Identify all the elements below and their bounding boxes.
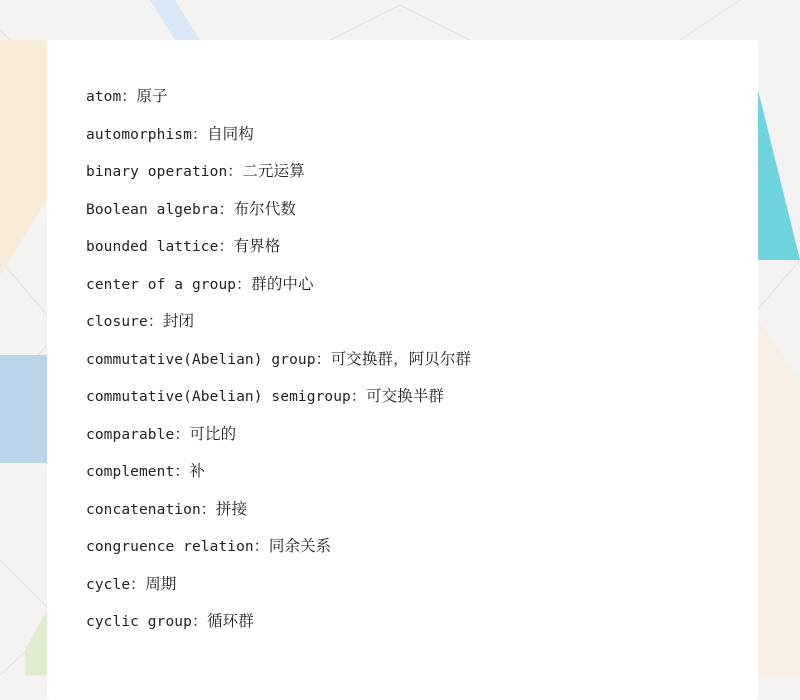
separator: ： [147,312,163,330]
term: commutative(Abelian) semigroup [86,389,351,405]
translation: 周期 [145,574,177,593]
term: concatenation [86,501,201,518]
term: complement [86,464,175,480]
translation: 补 [189,462,206,480]
glossary-entry [86,197,471,235]
beige-triangle-right [758,320,800,675]
separator: ： [130,574,146,593]
term: congruence relation [86,539,254,555]
translation: 有界格 [233,237,281,255]
term: atom [86,89,122,105]
separator: ： [227,162,243,180]
separator: ： [218,237,234,255]
translation: 原子 [136,87,168,105]
glossary-entry [86,159,471,197]
blue-block-left [0,355,47,463]
separator: ： [315,349,331,368]
translation: 同余关系 [268,537,332,555]
glossary-entry [86,384,471,422]
glossary-entry [86,84,471,122]
translation: 布尔代数 [233,199,296,218]
separator: ： [218,199,234,218]
term: binary operation [86,164,228,180]
glossary-entry [86,234,471,272]
glossary-entry [86,122,471,160]
glossary-entry [86,497,471,535]
glossary-entry [86,422,471,460]
separator: ： [191,612,208,630]
green-triangle-left [25,610,47,675]
term: center of a group [86,276,237,293]
translation: 自同构 [207,124,254,143]
term: cycle [86,576,131,593]
glossary-entry [86,534,471,572]
translation: 可交换群，阿贝尔群 [330,349,472,368]
separator: ： [253,537,269,555]
separator: ： [121,87,137,105]
translation: 循环群 [207,612,254,630]
translation: 二元运算 [242,162,305,180]
term: automorphism [86,126,192,143]
glossary-entry [86,459,471,497]
term: cyclic group [86,614,192,630]
glossary-entry [86,572,471,610]
separator: ： [174,462,190,480]
glossary-entry [86,272,471,310]
beige-triangle-left [0,40,47,275]
translation: 群的中心 [251,274,314,293]
separator: ： [191,124,208,143]
glossary-entry [86,309,471,347]
separator: ： [236,274,252,293]
separator: ： [174,424,190,443]
translation: 可比的 [189,424,237,443]
cyan-triangle-right [758,90,800,260]
translation: 封闭 [162,312,195,330]
glossary-list [86,84,471,647]
term: commutative(Abelian) group [86,351,316,368]
term: Boolean algebra [86,201,219,218]
glossary-entry [86,347,471,385]
separator: ： [350,387,367,405]
term: bounded lattice [86,239,219,255]
translation: 可交换半群 [366,387,445,405]
separator: ： [200,499,216,518]
term: comparable [86,426,175,443]
glossary-entry [86,609,471,647]
beige-stripe-top [150,0,200,40]
translation: 拼接 [215,499,248,518]
term: closure [86,314,148,330]
